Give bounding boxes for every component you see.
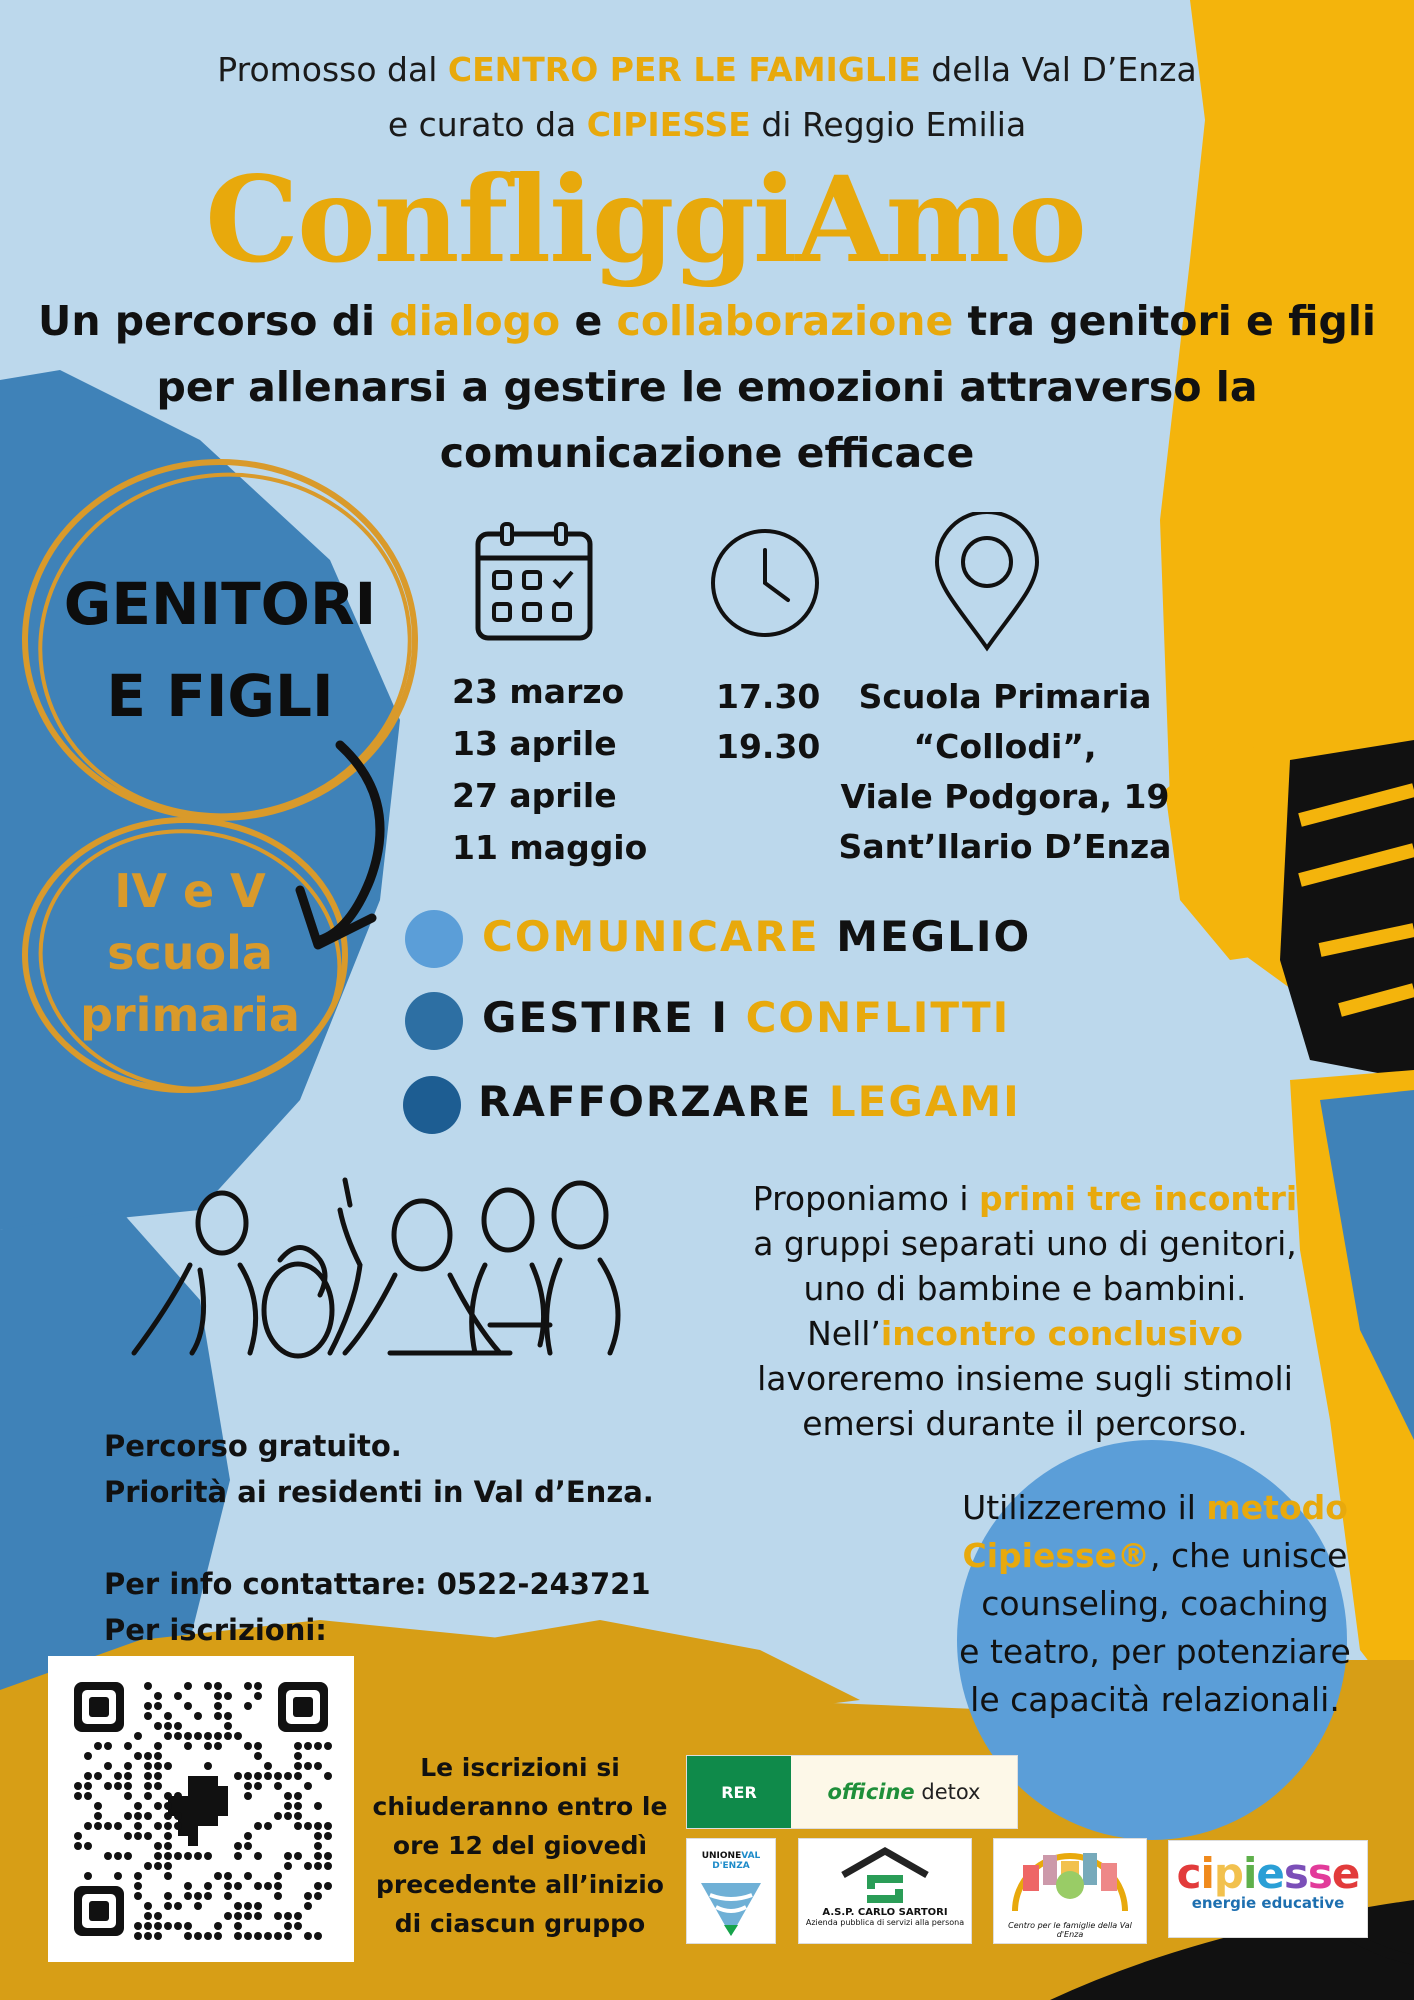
- proposal-line: uno di bambine e bambini.: [803, 1269, 1247, 1308]
- signup-label: Per iscrizioni:: [104, 1613, 327, 1647]
- proposal-line: [700, 1311, 1350, 1356]
- curated-text: e curato da: [387, 105, 587, 144]
- proposal-paragraph: [700, 1176, 1350, 1446]
- closing-line: Le iscrizioni si: [420, 1753, 620, 1782]
- officine-detox-logo: [791, 1756, 1017, 1828]
- calendar-icon: [472, 520, 596, 644]
- proposal-line: lavoreremo insieme sugli stimoli: [757, 1359, 1293, 1398]
- rer-logo: RER: [687, 1756, 791, 1828]
- cipiesse-tagline: energie educative: [1191, 1894, 1345, 1912]
- signup-qr-code[interactable]: [48, 1656, 354, 1962]
- grade-line: IV e V: [114, 864, 266, 918]
- clock-icon: [708, 526, 822, 640]
- audience-label-line-1: GENITORI: [63, 570, 377, 638]
- promo-text: Promosso dal: [217, 50, 448, 89]
- promoted-by-line: [0, 42, 1414, 98]
- audience-label-line-2: E FIGLI: [106, 662, 334, 730]
- logo-asp-carlo-sartori: [798, 1838, 972, 1944]
- grade-line: primaria: [80, 988, 300, 1042]
- subtitle-highlight: collaborazione: [616, 297, 954, 345]
- goal-highlight: LEGAMI: [828, 1077, 1021, 1126]
- goal-highlight: CONFLITTI: [745, 993, 1011, 1042]
- house-icon: [837, 1845, 933, 1903]
- closing-note: [360, 1748, 680, 1943]
- date-item: 11 maggio: [452, 828, 648, 867]
- method-text: , che unisce: [1150, 1536, 1348, 1575]
- subtitle-line-1: [20, 288, 1394, 354]
- date-item: 23 marzo: [452, 672, 625, 711]
- promo-text: della Val D’Enza: [920, 50, 1197, 89]
- goal-text: RAFFORZARE: [478, 1077, 829, 1126]
- method-line: [930, 1532, 1380, 1580]
- location-pin-icon: [932, 512, 1042, 652]
- location-item: Viale Podgora, 19: [840, 777, 1170, 816]
- dates-list: [452, 666, 647, 874]
- asp-name: A.S.P. CARLO SARTORI: [822, 1907, 948, 1918]
- logo-unione-val-denza: [686, 1838, 776, 1944]
- qr-code-icon: [48, 1656, 354, 1962]
- subtitle-line-3: comunicazione efficace: [439, 429, 975, 477]
- method-line: e teatro, per potenziare: [959, 1632, 1351, 1671]
- subtitle-text: e: [560, 297, 617, 345]
- subtitle-line-2: per allenarsi a gestire le emozioni attraverso la: [156, 363, 1258, 411]
- grade-label: [40, 860, 340, 1046]
- method-line: counseling, coaching: [981, 1584, 1329, 1623]
- proposal-line: emersi durante il percorso.: [802, 1404, 1248, 1443]
- unione-text: UNIONE: [701, 1851, 742, 1861]
- closing-line: di ciascun gruppo: [394, 1909, 646, 1938]
- proposal-text: Nell’: [807, 1314, 881, 1353]
- goal-highlight: COMUNICARE: [482, 912, 820, 961]
- unione-text: VAL D'ENZA: [712, 1851, 761, 1871]
- date-item: 27 aprile: [452, 776, 617, 815]
- logo-cipiesse: [1168, 1840, 1368, 1938]
- officine-text: officine: [827, 1780, 915, 1804]
- asp-subtitle: Azienda pubblica di servizi alla persona: [805, 1918, 965, 1927]
- valley-icon: [696, 1871, 766, 1941]
- logo-rer-officine-detox: [686, 1755, 1018, 1829]
- closing-line: ore 12 del giovedì: [392, 1831, 648, 1860]
- proposal-text: Proponiamo i: [752, 1179, 980, 1218]
- time-item: 19.30: [716, 727, 821, 766]
- town-icon: [1005, 1845, 1135, 1917]
- subtitle-text: Un percorso di: [38, 297, 390, 345]
- subtitle-text: tra genitori e figli: [953, 297, 1376, 345]
- info-phone-text[interactable]: Per info contattare: 0522-243721: [104, 1567, 651, 1601]
- subtitle-highlight: dialogo: [389, 297, 561, 345]
- goal-item: [478, 1077, 1021, 1126]
- goal-item: [482, 912, 1031, 961]
- date-item: 13 aprile: [452, 724, 617, 763]
- curated-highlight: CIPIESSE: [586, 105, 751, 144]
- free-course-text: Percorso gratuito.: [104, 1429, 402, 1463]
- curated-text: di Reggio Emilia: [750, 105, 1027, 144]
- grade-line: scuola: [107, 926, 273, 980]
- time-item: 17.30: [716, 677, 821, 716]
- method-highlight: Cipiesse®: [962, 1536, 1151, 1575]
- method-paragraph: [930, 1484, 1380, 1724]
- method-line: [930, 1484, 1380, 1532]
- page-title: ConfliggiAmo: [205, 150, 1085, 289]
- goal-dot: [403, 1076, 461, 1134]
- location-item: Scuola Primaria: [858, 677, 1152, 716]
- proposal-line: [700, 1176, 1350, 1221]
- proposal-highlight: primi tre incontri: [979, 1179, 1298, 1218]
- closing-line: precedente all’inizio: [376, 1870, 664, 1899]
- method-highlight: metodo: [1206, 1488, 1348, 1527]
- people-illustration: [130, 1175, 650, 1375]
- goal-text: MEGLIO: [819, 912, 1032, 961]
- location-item: Sant’Ilario D’Enza: [838, 827, 1172, 866]
- location-list: [830, 672, 1180, 872]
- curated-by-line: [0, 97, 1414, 153]
- centro-text: Centro per le famiglie della Val d'Enza: [1008, 1921, 1132, 1939]
- logo-centro-famiglie: [993, 1838, 1147, 1944]
- priority-text: Priorità ai residenti in Val d’Enza.: [104, 1475, 654, 1509]
- proposal-highlight: incontro conclusivo: [880, 1314, 1243, 1353]
- goal-dot: [405, 910, 463, 968]
- goal-item: [482, 993, 1010, 1042]
- goal-dot: [405, 992, 463, 1050]
- contact-block: [104, 1423, 654, 1653]
- cipiesse-wordmark: cipiesse: [1176, 1849, 1360, 1898]
- detox-text: detox: [921, 1780, 981, 1804]
- promo-highlight: CENTRO PER LE FAMIGLIE: [447, 50, 921, 89]
- method-text: Utilizzeremo il: [962, 1488, 1207, 1527]
- times-list: [716, 672, 820, 772]
- location-item: “Collodi”,: [913, 727, 1097, 766]
- closing-line: chiuderanno entro le: [372, 1792, 668, 1821]
- proposal-line: a gruppi separati uno di genitori,: [753, 1224, 1297, 1263]
- goal-text: GESTIRE I: [482, 993, 746, 1042]
- method-line: le capacità relazionali.: [970, 1680, 1340, 1719]
